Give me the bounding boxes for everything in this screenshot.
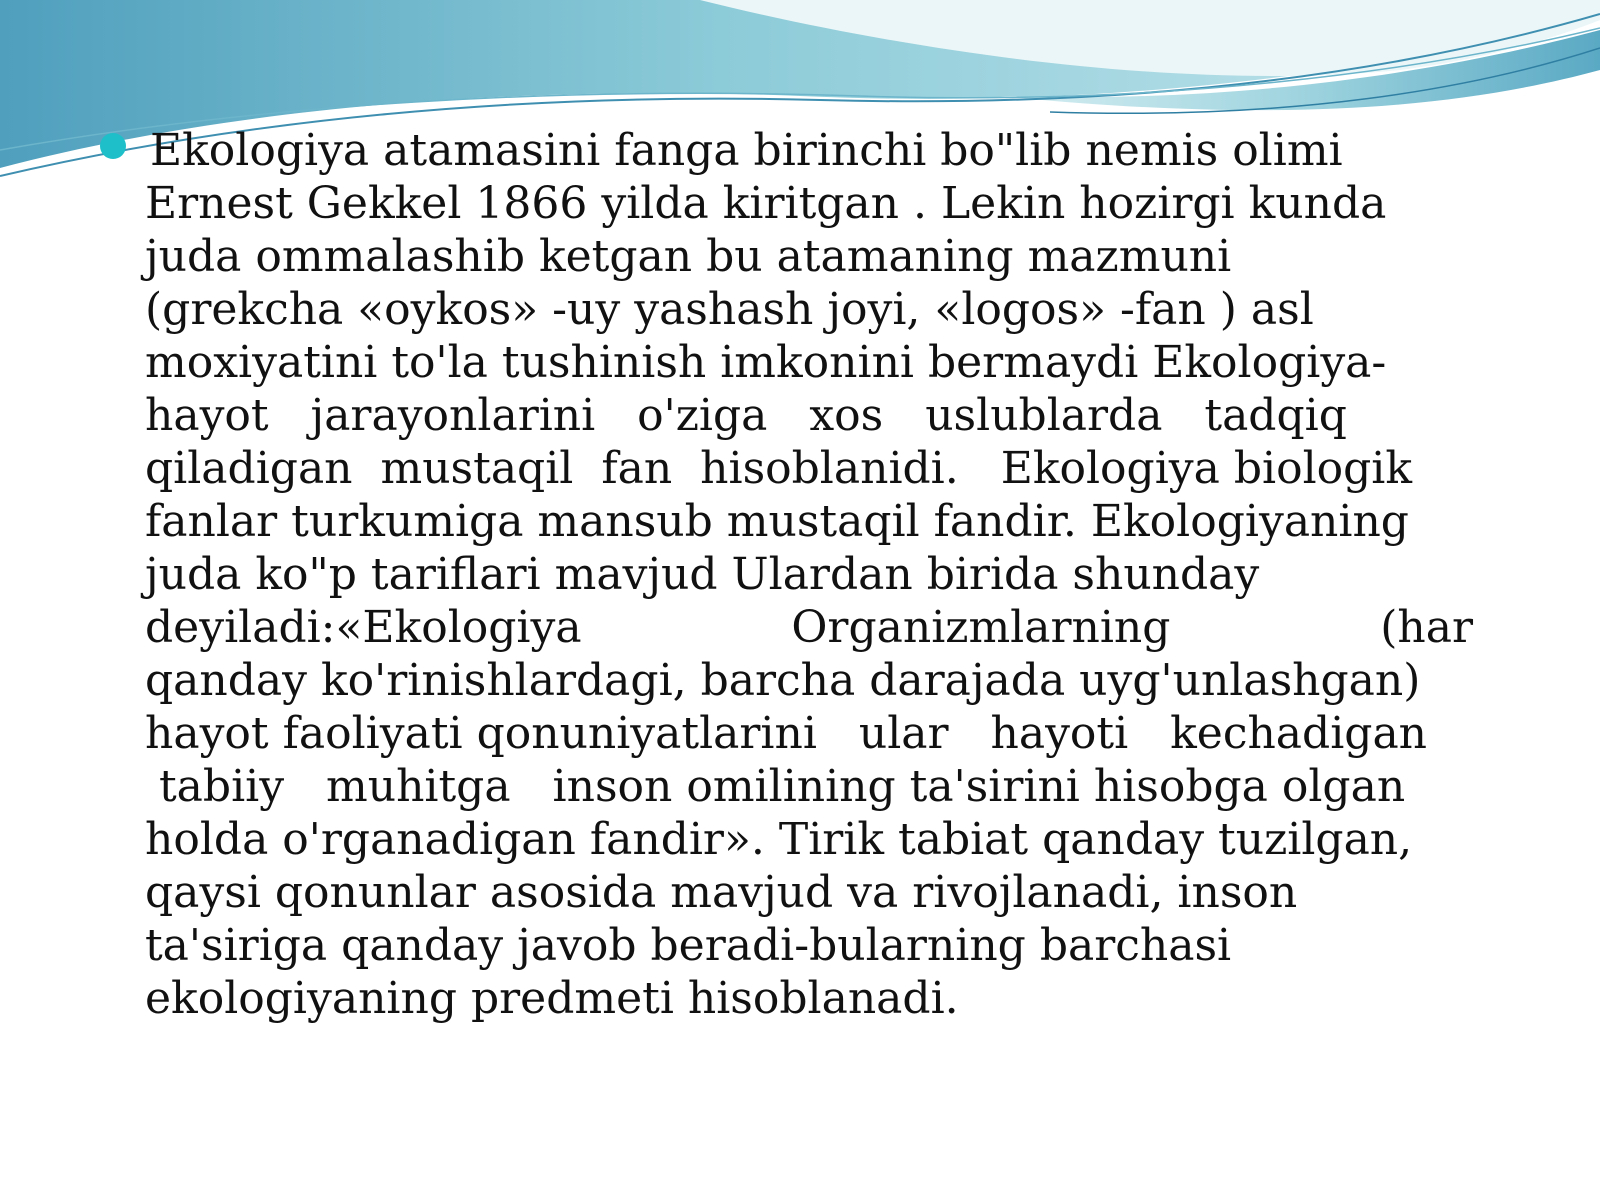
- text-line: juda ommalashib ketgan bu atamaning mazmuni: [145, 231, 1232, 282]
- text-line: moxiyatini to'la tushinish imkonini bermaydi Ekologiya-: [145, 337, 1387, 388]
- text-line: holda o'rganadigan fandir». Tirik tabiat qanday tuzilgan,: [145, 814, 1413, 865]
- text-line: qaysi qonunlar asosida mavjud va rivojlanadi, inson: [145, 867, 1298, 918]
- word: Organizmlarning: [791, 602, 1171, 653]
- text-line: fanlar turkumiga mansub mustaqil fandir. Ekologiyaning: [145, 496, 1409, 547]
- text-line: Ekologiya atamasini fanga birinchi bo"lib nemis olimi: [150, 125, 1343, 176]
- word: deyiladi:«Ekologiya: [145, 602, 582, 653]
- bullet-icon: [100, 133, 126, 159]
- text-line: hayot jarayonlarini o'ziga xos uslublarda tadqiq: [145, 390, 1347, 441]
- content-area: [100, 124, 1500, 1025]
- text-line: qiladigan mustaqil fan hisoblanidi. Ekologiya biologik: [145, 443, 1413, 494]
- text-line: qanday ko'rinishlardagi, barcha darajada uyg'unlashgan): [145, 655, 1421, 706]
- text-line: hayot faoliyati qonuniyatlarini ular hayoti kechadigan: [145, 708, 1428, 759]
- text-line: ta'siriga qanday javob beradi-bularning barchasi: [145, 920, 1232, 971]
- text-line: (grekcha «oykos» -uy yashash joyi, «logos» -fan ) asl: [145, 284, 1314, 335]
- text-line: juda ko"p tariflari mavjud Ulardan birida shunday: [145, 549, 1260, 600]
- body-paragraph: [145, 124, 1473, 1025]
- word: (har: [1380, 602, 1473, 653]
- text-line: ekologiyaning predmeti hisoblanadi.: [145, 973, 959, 1024]
- text-line-justified: [145, 601, 1473, 654]
- text-line: tabiiy muhitga inson omilining ta'sirini hisobga olgan: [145, 761, 1406, 812]
- text-line: Ernest Gekkel 1866 yilda kiritgan . Lekin hozirgi kunda: [145, 178, 1387, 229]
